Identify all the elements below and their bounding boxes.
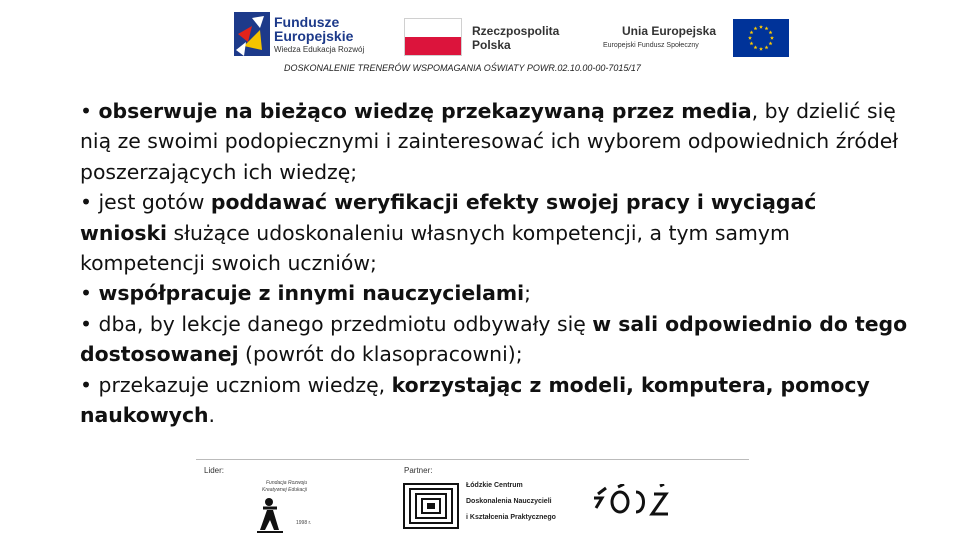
ldc-name-line1: Łódzkie Centrum — [466, 482, 523, 489]
bullet-item — [80, 187, 910, 278]
fundusze-title-line1: Fundusze — [274, 14, 340, 30]
rzeczpospolita-label: Rzeczpospolita — [472, 24, 560, 38]
ldc-square-logo-icon — [403, 483, 459, 529]
bullet-text-run: przekazuje uczniom wiedzę, — [98, 372, 392, 397]
bullet-item — [80, 370, 910, 431]
fundacja-name-line1: Fundacja Rozwoju — [266, 480, 308, 486]
fundacja-name-line2: Kreatywnej Edukacji — [262, 487, 308, 493]
bullet-bold-run: współpracuje z innymi nauczycielami — [98, 281, 525, 306]
poland-flag-icon — [404, 18, 462, 56]
bullet-text-run: , by dzielić się nią ze swoimi podopiecznymi i zainteresować ich wyborem odpowiednich źródeł poszerzających ich wiedzę; — [80, 99, 899, 184]
bullet-text-run: . — [208, 403, 216, 428]
bullet-item — [80, 278, 910, 308]
bullet-bold-run: korzystając z modeli, komputera, pomocy naukowych — [80, 372, 870, 428]
bullet-text-run: dba, by lekcje danego przedmiotu odbywały się — [98, 311, 593, 336]
bullet-bold-run: w sali odpowiednio do tego dostosowanej — [80, 311, 908, 367]
bullet-mark: • — [80, 311, 99, 336]
fundacja-walking-figure-icon — [257, 496, 317, 534]
bullet-item — [80, 309, 910, 370]
project-identifier: DOSKONALENIE TRENERÓW WSPOMAGANIA OŚWIATY POWR.02.10.00-00-7015/17 — [284, 63, 641, 73]
partner-label: Partner: — [404, 466, 433, 475]
bullet-item — [80, 96, 910, 187]
bullet-mark: • — [80, 372, 99, 397]
polska-label: Polska — [472, 38, 511, 52]
fundusze-program-name: Wiedza Edukacja Rozwój — [274, 45, 365, 54]
ldc-name-line3: i Kształcenia Praktycznego — [466, 514, 556, 521]
fundusze-title-line2: Europejskie — [274, 28, 354, 44]
bullet-text-run: służące udoskonaleniu własnych kompetencji, a tym samym kompetencji swoich uczniów; — [80, 220, 790, 276]
competencies-list — [80, 96, 910, 430]
bullet-text-run: jest gotów — [98, 190, 211, 215]
bullet-text-run: (powrót do klasopracowni); — [238, 342, 523, 367]
bullet-mark: • — [80, 190, 99, 215]
ldc-name-line2: Doskonalenia Nauczycieli — [466, 498, 552, 505]
bullet-mark: • — [80, 99, 99, 123]
unia-europejska-label: Unia Europejska — [622, 24, 717, 38]
bullet-text-run: ; — [524, 281, 532, 306]
lodz-city-logo-icon — [590, 484, 674, 518]
efs-label: Europejski Fundusz Społeczny — [603, 42, 699, 49]
bullet-bold-run: poddawać weryfikacji efekty swojej pracy i wyciągać wnioski — [80, 190, 817, 245]
lider-label: Lider: — [204, 466, 225, 475]
fundacja-year: 1998 r. — [296, 520, 312, 526]
bullet-bold-run: obserwuje na bieżąco wiedzę przekazywaną przez media — [98, 99, 752, 123]
bullet-mark: • — [80, 281, 99, 306]
eu-flag-icon — [733, 19, 789, 57]
